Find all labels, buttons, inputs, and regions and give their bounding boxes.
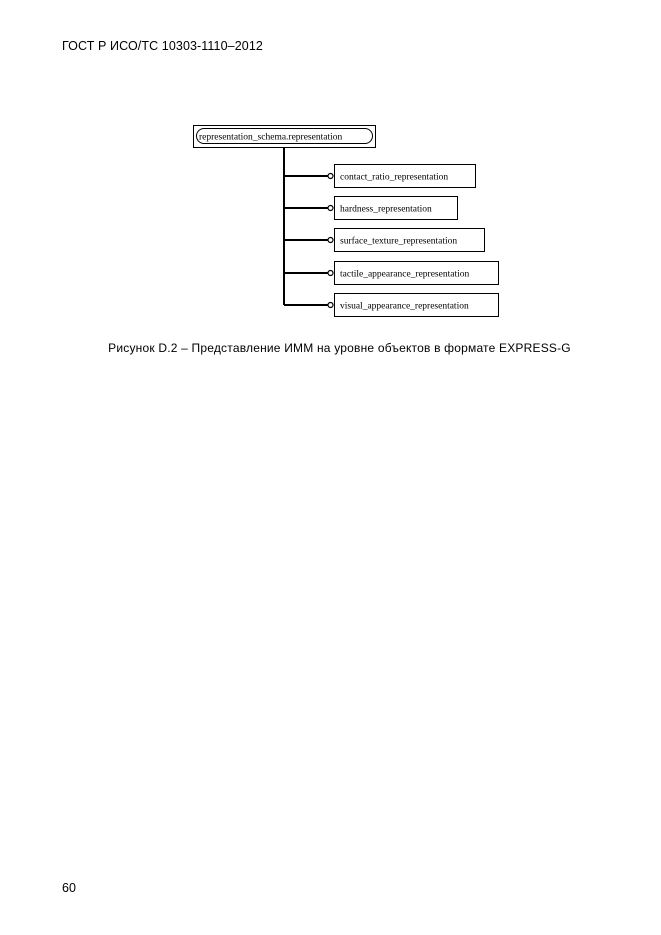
root-entity — [194, 126, 376, 148]
circle-connector-icon — [328, 174, 333, 179]
child-entity-visual-appearance — [284, 294, 499, 317]
figure-caption: Рисунок D.2 – Представление ИММ на уровне объектов в формате EXPRESS-G — [108, 341, 571, 355]
root-label: representation_schema.representation — [199, 132, 343, 143]
circle-connector-icon — [328, 206, 333, 211]
circle-connector-icon — [328, 238, 333, 243]
document-header: ГОСТ Р ИСО/ТС 10303-1110–2012 — [62, 39, 263, 53]
child-label: contact_ratio_representation — [340, 172, 449, 183]
child-entity-contact-ratio — [284, 165, 476, 188]
circle-connector-icon — [328, 271, 333, 276]
circle-connector-icon — [328, 303, 333, 308]
child-label: surface_texture_representation — [340, 236, 458, 247]
child-label: visual_appearance_representation — [340, 301, 469, 312]
page-number: 60 — [62, 881, 76, 895]
child-entity-hardness — [284, 197, 458, 220]
child-label: tactile_appearance_representation — [340, 269, 470, 280]
child-entity-surface-texture — [284, 229, 485, 252]
child-label: hardness_representation — [340, 204, 432, 215]
child-entity-tactile-appearance — [284, 262, 499, 285]
